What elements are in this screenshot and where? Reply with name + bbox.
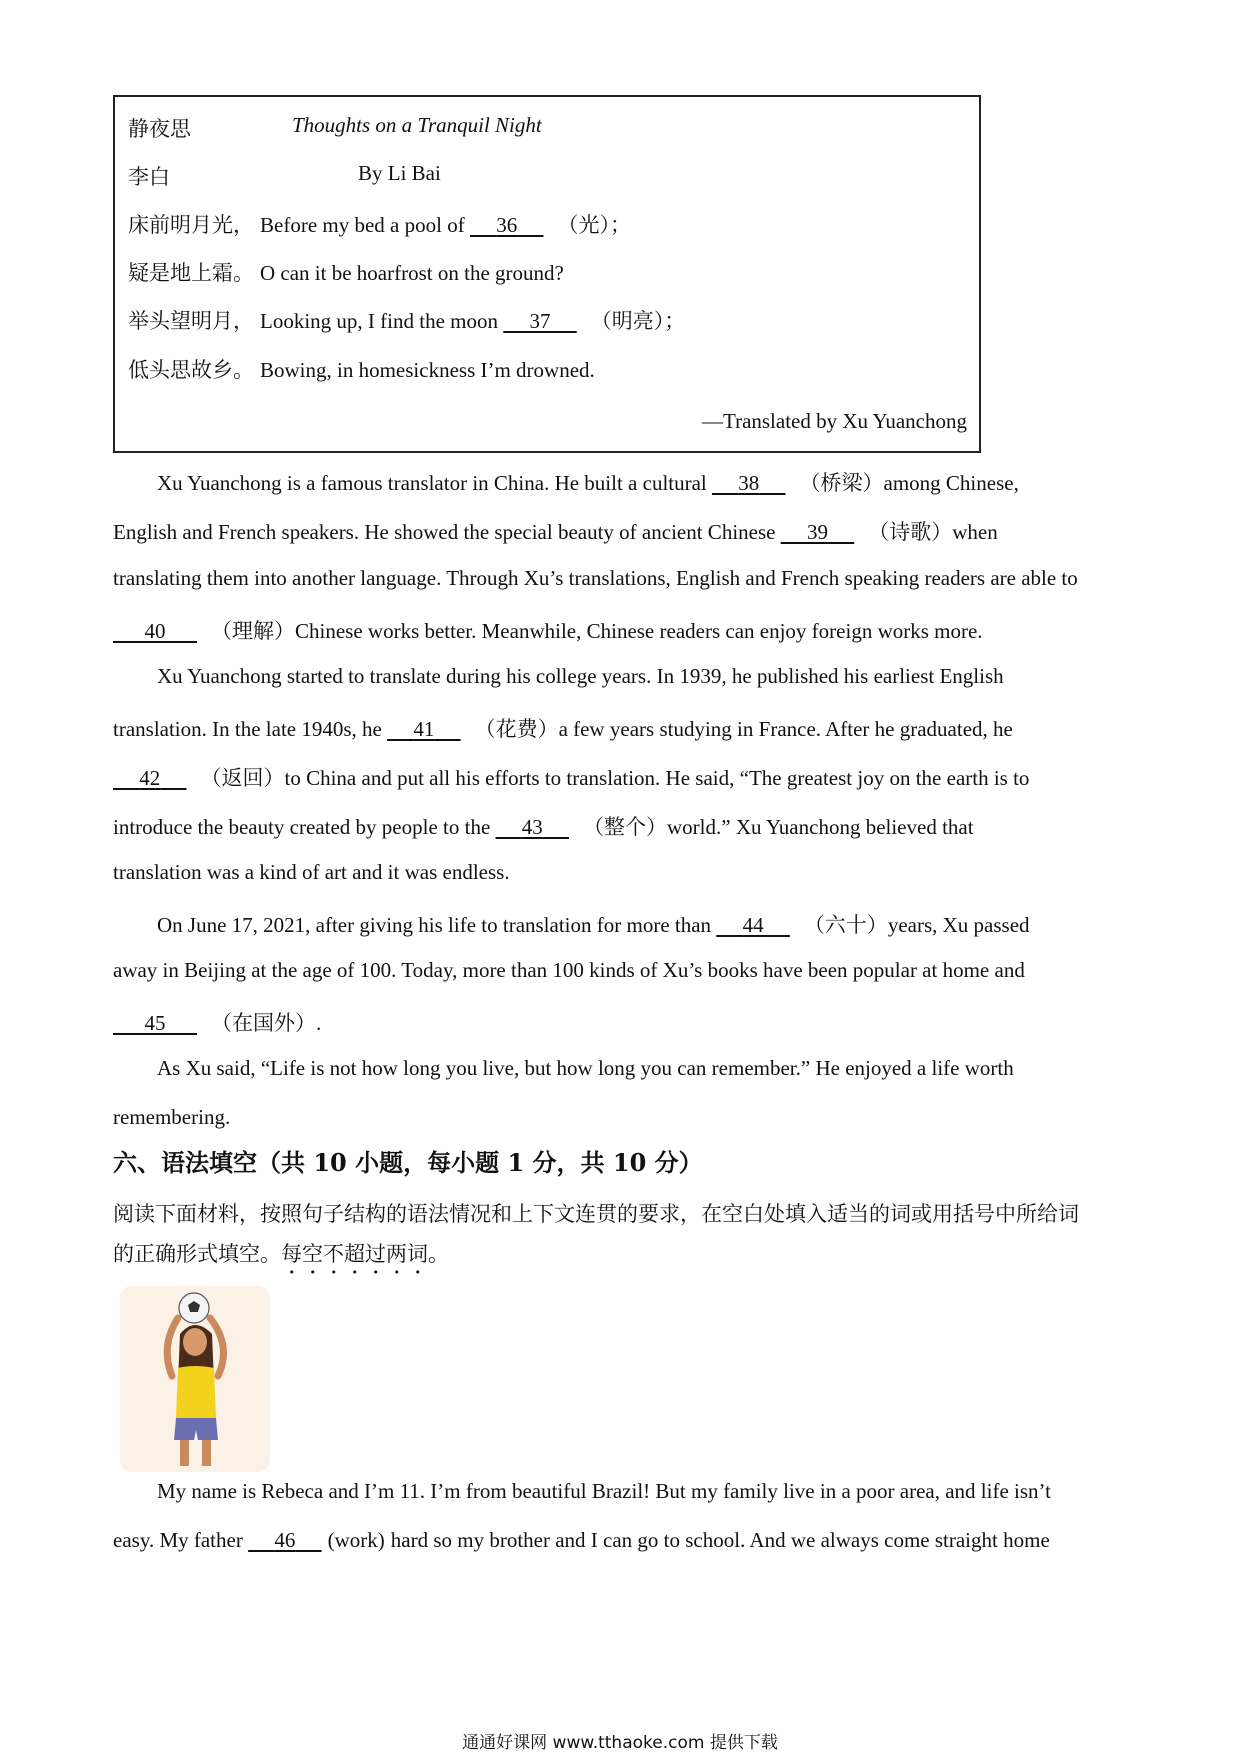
- poem-title-cn: 静夜思: [128, 117, 191, 141]
- blank-45[interactable]: 45: [144, 1011, 166, 1035]
- poem-title-en: Thoughts on a Tranquil Night: [292, 113, 542, 137]
- poem-line-en: Looking up, I find the moon: [260, 309, 504, 333]
- p2-line-1: Xu Yuanchong started to translate during his college years. In 1939, he published his earliest English: [157, 664, 1004, 688]
- blank-43[interactable]: 43: [521, 815, 543, 839]
- blank-41[interactable]: 41: [413, 717, 435, 741]
- poem-line-cn: 低头思故乡。: [128, 358, 254, 382]
- hint-43: （整个）: [583, 815, 668, 839]
- hint-39: （诗歌）: [868, 520, 953, 544]
- hint-36: （光）；: [557, 213, 631, 237]
- instruction-line-1: 阅读下面材料，按照句子结构的语法情况和上下文连贯的要求，在空白处填入适当的词或用括号中所给词: [113, 1202, 1079, 1226]
- poem-line-en: Bowing, in homesickness I’m drowned.: [260, 358, 595, 382]
- poem-title-row: [128, 113, 542, 143]
- hint-45: （在国外）.: [211, 1011, 322, 1035]
- p3-line-2: away in Beijing at the age of 100. Today, more than 100 kinds of Xu’s books have been popular at home and: [113, 958, 1025, 982]
- poem-line-cn: 举头望明月，: [128, 309, 254, 333]
- p1-line-3: translating them into another language. Through Xu’s translations, English and French speaking readers are able to: [113, 566, 1078, 590]
- translator-credit: —Translated by Xu Yuanchong: [701, 409, 967, 433]
- blank-37[interactable]: 37: [529, 309, 551, 333]
- hint-42: （返回）: [200, 766, 285, 790]
- hint-46: (work): [327, 1528, 385, 1552]
- poem-line-en: Before my bed a pool of: [260, 213, 470, 237]
- blank-46[interactable]: 46: [274, 1528, 296, 1552]
- poem-author-row: [128, 161, 441, 191]
- p2-line-3: 42 （返回）to China and put all his efforts to translation. He said, “The greatest joy on the earth is to: [113, 762, 1029, 792]
- footer-watermark: 通通好课网 www.tthaoke.com 提供下载: [462, 1733, 778, 1753]
- p3-line-3: [113, 1007, 321, 1037]
- p2-line-2: translation. In the late 1940s, he 41 （花费）a few years studying in France. After he graduated, he: [113, 717, 1013, 741]
- hint-38: （桥梁）: [799, 471, 884, 495]
- hint-44: （六十）: [803, 913, 888, 937]
- section-title: 六、语法填空（共 10 小题，每小题 1 分，共 10 分）: [113, 1148, 703, 1177]
- p2-line-5: translation was a kind of art and it was endless.: [113, 860, 510, 884]
- p1-line-2: English and French speakers. He showed the special beauty of ancient Chinese 39 （诗歌）when: [113, 520, 998, 544]
- poem-line-1: [128, 209, 631, 239]
- blank-42[interactable]: 42: [139, 766, 161, 790]
- blank-39[interactable]: 39: [806, 520, 828, 544]
- poem-box: [113, 95, 981, 453]
- blank-44[interactable]: 44: [742, 913, 764, 937]
- poem-line-4: [128, 354, 595, 384]
- hint-41: （花费）: [474, 717, 559, 741]
- girl-illustration-svg: [120, 1286, 270, 1472]
- p2-line-4: introduce the beauty created by people to the 43 （整个）world.” Xu Yuanchong believed that: [113, 815, 974, 839]
- poem-line-2: [128, 257, 564, 287]
- story-line-1: My name is Rebeca and I’m 11. I’m from beautiful Brazil! But my family live in a poor area, and life isn’t: [157, 1479, 1051, 1503]
- poem-author-cn: 李白: [128, 165, 170, 189]
- poem-author-en: By Li Bai: [358, 161, 441, 185]
- poem-line-3: [128, 305, 685, 335]
- poem-line-cn: 疑是地上霜。: [128, 261, 254, 285]
- instruction-line-2: 的正确形式填空。每空不超过两词。: [113, 1242, 449, 1266]
- hint-40: （理解）: [211, 619, 295, 643]
- poem-line-en: O can it be hoarfrost on the ground?: [260, 261, 564, 285]
- p1-line-1: Xu Yuanchong is a famous translator in China. He built a cultural 38 （桥梁）among Chinese,: [157, 471, 1019, 495]
- p4-line-2: remembering.: [113, 1105, 231, 1129]
- emphasized-requirement: 每空不超过两词: [281, 1242, 428, 1266]
- hint-37: （明亮）；: [590, 309, 686, 333]
- blank-36[interactable]: 36: [496, 213, 518, 237]
- p3-line-1: On June 17, 2021, after giving his life to translation for more than 44 （六十）years, Xu passed: [157, 913, 1030, 937]
- p4-line-1: As Xu said, “Life is not how long you live, but how long you can remember.” He enjoyed a life worth: [157, 1056, 1014, 1080]
- blank-38[interactable]: 38: [738, 471, 760, 495]
- blank-40[interactable]: 40: [144, 619, 166, 643]
- p1-line-4: 40 （理解）Chinese works better. Meanwhile, Chinese readers can enjoy foreign works more.: [113, 615, 983, 645]
- poem-line-cn: 床前明月光，: [128, 213, 254, 237]
- girl-with-soccer-ball-illustration: [120, 1286, 270, 1472]
- story-line-2: easy. My father 46 (work) hard so my brother and I can go to school. And we always come straight home: [113, 1528, 1050, 1552]
